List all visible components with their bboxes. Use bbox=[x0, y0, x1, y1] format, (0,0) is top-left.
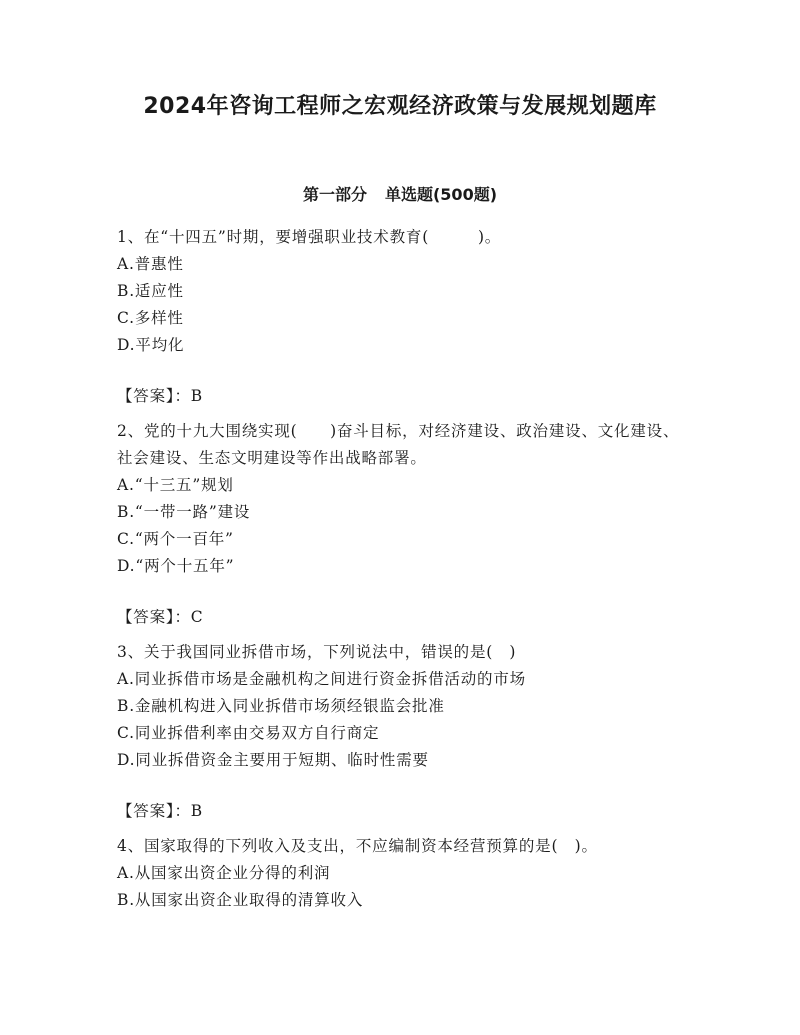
question-stem: 1、在“十四五”时期，要增强职业技术教育( )。 bbox=[117, 228, 502, 246]
option-c: C.“两个一百年” bbox=[117, 530, 234, 548]
question-item bbox=[117, 833, 687, 914]
answer-label: 【答案】 bbox=[117, 387, 175, 405]
option-b: B.适应性 bbox=[117, 282, 184, 300]
document-title: 2024年咨询工程师之宏观经济政策与发展规划题库 bbox=[143, 94, 657, 119]
option-d: D.同业拆借资金主要用于短期、临时性需要 bbox=[117, 751, 429, 769]
option-a: A.同业拆借市场是金融机构之间进行资金拆借活动的市场 bbox=[117, 670, 526, 688]
option-c: C.多样性 bbox=[117, 309, 184, 327]
answer-line bbox=[117, 604, 687, 631]
question-list bbox=[117, 224, 687, 914]
answer-value: ：B bbox=[174, 802, 203, 820]
question-item bbox=[117, 224, 687, 410]
answer-label: 【答案】 bbox=[117, 802, 175, 820]
answer-line bbox=[117, 798, 687, 825]
section-type-label: 单选题(500题) bbox=[384, 185, 498, 204]
answer-line bbox=[117, 383, 687, 410]
option-a: A.从国家出资企业分得的利润 bbox=[117, 864, 331, 882]
option-d: D.“两个十五年” bbox=[117, 557, 235, 575]
option-c: C.同业拆借利率由交易双方自行商定 bbox=[117, 724, 380, 742]
question-item bbox=[117, 418, 687, 631]
option-a: A.普惠性 bbox=[117, 255, 184, 273]
question-item bbox=[117, 639, 687, 825]
option-b: B.从国家出资企业取得的清算收入 bbox=[117, 891, 364, 909]
section-part-label: 第一部分 bbox=[302, 185, 367, 204]
answer-value: ：B bbox=[174, 387, 203, 405]
option-a: A.“十三五”规划 bbox=[117, 476, 234, 494]
answer-value: ：C bbox=[174, 608, 204, 626]
question-stem: 4、国家取得的下列收入及支出，不应编制资本经营预算的是( )。 bbox=[117, 837, 598, 855]
option-b: B.金融机构进入同业拆借市场须经银监会批准 bbox=[117, 697, 445, 715]
question-stem: 2、党的十九大围绕实现( )奋斗目标，对经济建设、政治建设、文化建设、社会建设、生态文明建设等作出战略部署。 bbox=[117, 422, 680, 467]
question-stem: 3、关于我国同业拆借市场，下列说法中，错误的是( ) bbox=[117, 643, 517, 661]
answer-label: 【答案】 bbox=[117, 608, 175, 626]
section-title bbox=[0, 183, 800, 207]
option-d: D.平均化 bbox=[117, 336, 185, 354]
option-b: B.“一带一路”建设 bbox=[117, 503, 251, 521]
